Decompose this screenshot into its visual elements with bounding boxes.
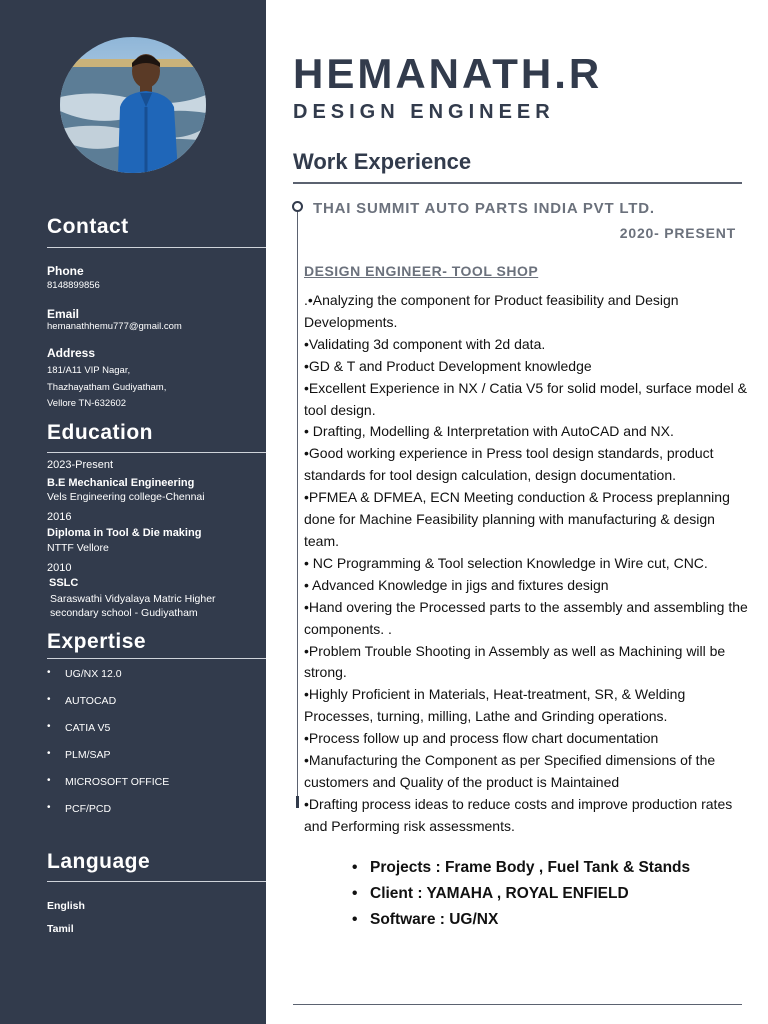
work-divider <box>293 182 742 184</box>
education-year: 2016 <box>47 511 72 523</box>
education-year: 2023-Present <box>47 459 114 471</box>
address-line-1: 181/A11 VIP Nagar, <box>47 365 131 376</box>
duty-item: •Problem Trouble Shooting in Assembly as well as Machining will be strong. <box>304 642 726 681</box>
email-label: Email <box>47 307 80 321</box>
education-degree: B.E Mechanical Engineering <box>47 477 195 489</box>
duty-item: .•Analyzing the component for Product feasibility and Design Developments. <box>304 292 679 330</box>
expertise-item: • PCF/PCD <box>47 803 169 830</box>
duty-item: • Advanced Knowledge in jigs and fixtures design <box>304 576 609 593</box>
sidebar <box>0 0 266 1024</box>
language-item: Tamil <box>47 923 74 935</box>
duty-item: •Good working experience in Press tool design standards, product standards for tool design calculation, design documentation. <box>304 445 714 484</box>
candidate-title: DESIGN ENGINEER <box>293 101 555 123</box>
duty-item: •GD & T and Product Development knowledge <box>304 357 592 374</box>
timeline-line <box>297 211 298 808</box>
footer-divider <box>293 1004 742 1005</box>
duty-item: •Process follow up and process flow chart documentation <box>304 730 659 747</box>
address-label: Address <box>47 346 96 360</box>
expertise-item: • UG/NX 12.0 <box>47 668 169 695</box>
duties-list <box>304 290 750 838</box>
expertise-item: • AUTOCAD <box>47 695 169 722</box>
address-line-3: Vellore TN-632602 <box>47 398 127 409</box>
duty-item: •PFMEA & DFMEA, ECN Meeting conduction & Process preplanning done for Machine Feasibility planning with manufacturing & design team. <box>304 489 730 549</box>
duty-item: •Hand overing the Processed parts to the assembly and assembling the components. . <box>304 598 748 637</box>
email-value[interactable]: hemanathhemu777@gmail.com <box>47 321 182 332</box>
summary-item: • Software : UG/NX <box>352 911 690 937</box>
person-photo-icon <box>60 37 206 173</box>
education-degree: SSLC <box>49 577 79 589</box>
duty-item: •Manufacturing the Component as per Specified dimensions of the customers and Quality of the product is Maintained <box>304 752 716 790</box>
education-institution: Vels Engineering college-Chennai <box>47 491 205 503</box>
contact-divider <box>47 247 266 248</box>
contact-heading: Contact <box>47 215 129 238</box>
duty-item: •Excellent Experience in NX / Catia V5 for solid model, surface model & tool design. <box>304 379 747 418</box>
phone-value: 8148899856 <box>47 280 100 291</box>
duty-item: • Drafting, Modelling & Interpretation with AutoCAD and NX. <box>304 423 674 440</box>
language-divider <box>47 881 266 882</box>
expertise-divider <box>47 658 266 659</box>
duty-item: •Highly Proficient in Materials, Heat-treatment, SR, & Welding Processes, turning, milling, Lathe and Grinding operations. <box>304 686 686 725</box>
company-name: THAI SUMMIT AUTO PARTS INDIA PVT LTD. <box>313 200 655 217</box>
education-year: 2010 <box>47 562 72 574</box>
language-heading: Language <box>47 850 151 873</box>
project-summary-list <box>352 859 690 937</box>
address-line-2: Thazhayatham Gudiyatham, <box>47 382 167 393</box>
phone-label: Phone <box>47 264 84 278</box>
duty-item: •Drafting process ideas to reduce costs and improve production rates and Performing risk assessments. <box>304 795 733 834</box>
expertise-heading: Expertise <box>47 630 147 653</box>
education-institution: Saraswathi Vidyalaya Matric Higher <box>50 593 216 605</box>
duty-item: •Validating 3d component with 2d data. <box>304 335 546 352</box>
work-experience-heading: Work Experience <box>293 149 472 174</box>
language-item: English <box>47 900 85 912</box>
employment-period: 2020- PRESENT <box>619 225 736 241</box>
expertise-item: • CATIA V5 <box>47 722 169 749</box>
education-institution: NTTF Vellore <box>47 542 109 554</box>
expertise-item: • MICROSOFT OFFICE <box>47 776 169 803</box>
expertise-item: • PLM/SAP <box>47 749 169 776</box>
education-divider <box>47 452 266 453</box>
timeline-dot-icon <box>292 201 303 212</box>
job-title: DESIGN ENGINEER- TOOL SHOP <box>304 263 539 279</box>
timeline-end-marker <box>296 796 299 808</box>
summary-item: • Projects : Frame Body , Fuel Tank & Stands <box>352 859 690 885</box>
candidate-name: HEMANATH.R <box>293 50 603 97</box>
education-degree: Diploma in Tool & Die making <box>47 527 202 539</box>
education-heading: Education <box>47 421 154 444</box>
duty-item: • NC Programming & Tool selection Knowledge in Wire cut, CNC. <box>304 554 708 571</box>
education-institution: secondary school - Gudiyatham <box>50 607 198 619</box>
expertise-list <box>47 668 169 830</box>
summary-item: • Client : YAMAHA , ROYAL ENFIELD <box>352 885 690 911</box>
